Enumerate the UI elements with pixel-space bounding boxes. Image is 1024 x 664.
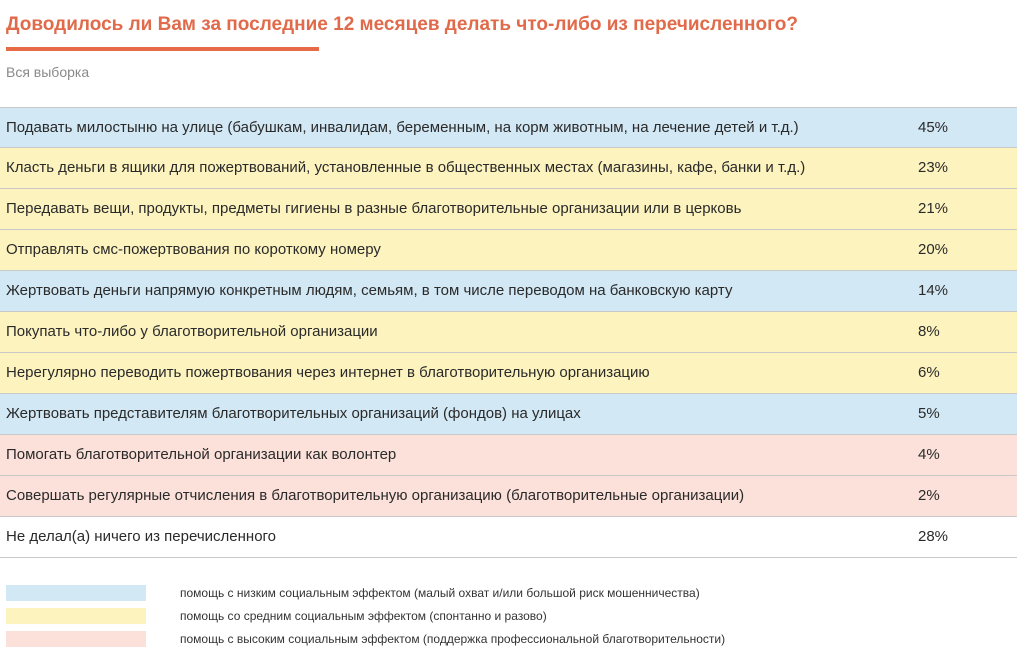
title-underline: [6, 47, 319, 51]
legend-item: [6, 606, 806, 629]
table-row: [0, 312, 1017, 353]
legend-item: [6, 629, 806, 652]
row-label: Передавать вещи, продукты, предметы гигиены в разные благотворительные организации или в церковь: [6, 200, 742, 217]
row-label: Класть деньги в ящики для пожертвований, установленные в общественных местах (магазины, кафе, банки и т.д.): [6, 159, 806, 176]
row-label: Отправлять смс-пожертвования по короткому номеру: [6, 241, 381, 258]
legend-text: помощь со средним социальным эффектом (спонтанно и разово): [180, 609, 547, 623]
table-row: [0, 517, 1017, 558]
table-row: [0, 394, 1017, 435]
table-row: [0, 476, 1017, 517]
table-row: [0, 353, 1017, 394]
table-row: [0, 271, 1017, 312]
row-value: 20%: [918, 241, 949, 258]
page-title: Доводилось ли Вам за последние 12 месяцев делать что-либо из перечисленного?: [6, 14, 798, 35]
row-label: Нерегулярно переводить пожертвования через интернет в благотворительную организацию: [6, 364, 650, 381]
row-label: Не делал(а) ничего из перечисленного: [6, 528, 277, 545]
table-row: [0, 189, 1017, 230]
table-row: [0, 435, 1017, 476]
row-label: Жертвовать представителям благотворительных организаций (фондов) на улицах: [6, 405, 581, 422]
table-row: [0, 107, 1017, 148]
row-label: Совершать регулярные отчисления в благотворительную организацию (благотворительные организации): [6, 487, 745, 504]
sample-subtitle: Вся выборка: [6, 64, 90, 80]
row-value: 8%: [918, 323, 940, 340]
row-label: Жертвовать деньги напрямую конкретным людям, семьям, в том числе переводом на банковскую карту: [6, 282, 733, 299]
legend-item: [6, 583, 806, 606]
row-value: 14%: [918, 282, 949, 299]
legend-swatch: [6, 631, 146, 647]
row-value: 28%: [918, 528, 949, 545]
row-value: 5%: [918, 405, 940, 422]
row-value: 4%: [918, 446, 940, 463]
legend-swatch: [6, 608, 146, 624]
row-value: 23%: [918, 159, 949, 176]
row-label: Подавать милостыню на улице (бабушкам, инвалидам, беременным, на корм животным, на лечение детей и т.д.): [6, 119, 799, 136]
row-label: Покупать что-либо у благотворительной организации: [6, 323, 378, 340]
legend: [6, 583, 806, 652]
row-value: 6%: [918, 364, 940, 381]
row-value: 45%: [918, 119, 949, 136]
legend-text: помощь с низким социальным эффектом (малый охват и/или большой риск мошенничества): [180, 586, 700, 600]
row-label: Помогать благотворительной организации как волонтер: [6, 446, 397, 463]
table-row: [0, 230, 1017, 271]
row-value: 21%: [918, 200, 949, 217]
legend-text: помощь с высоким социальным эффектом (поддержка профессиональной благотворительности): [180, 632, 726, 646]
row-value: 2%: [918, 487, 940, 504]
legend-swatch: [6, 585, 146, 601]
survey-table: [0, 107, 1017, 558]
table-row: [0, 148, 1017, 189]
